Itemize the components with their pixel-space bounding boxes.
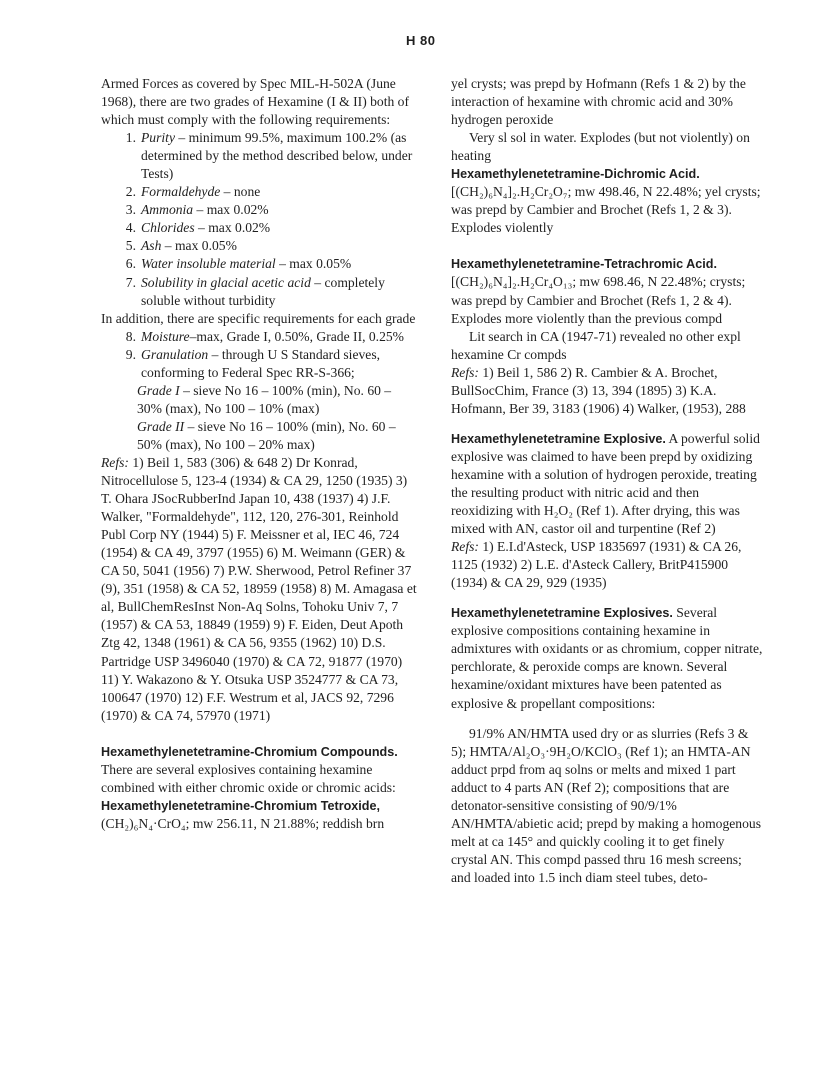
continuation-paragraph: yel crysts; was prepd by Hofmann (Refs 1 & 2) by the interaction of hexamine with chromic acid and 30% hydrogen peroxide (451, 76, 746, 128)
list-item: 9. Granulation – through U S Standard sieves, conforming to Federal Spec RR-S-366; (125, 346, 381, 380)
section-heading-explosives: Hexamethylenetetramine Explosives. (451, 606, 673, 621)
tetrachromic-paragraph: [(CH₂)₆N₄]₂.H₂Cr₄O₁₃; mw 698.46, N 22.48%; crysts; was prepd by Cambier and Brochet (Refs 1, 2 & 4). Explodes more violently than the previous compd (451, 274, 746, 326)
list-item: 1. Purity – minimum 99.5%, maximum 100.2% (as determined by the method described below, under Tests) (125, 130, 413, 182)
explosive-paragraph: Hexamethylenetetramine Explosive. A powerful solid explosive was claimed to have been prepd by oxidizing hexamine with a solution of hydrogen peroxide, treating the resulting product with nitric acid and then reoxidizing with H₂O₂ (Ref 1). After drying, this was mixed with AN, castor oil and turpentine (Ref 2) (451, 430, 760, 537)
grade-intro: In addition, there are specific requirements for each grade (101, 310, 416, 326)
references-1: Refs: 1) Beil 1, 583 (306) & 648 2) Dr Konrad, Nitrocellulose 5, 123-4 (1934) & CA 29, 1250 (1935) 3) T. Ohara JSocRubberInd Japan 10, 438 (1937) 4) J.F. Walker, "Formaldehyde", 112, 120, 276-301, Reinhold Publ Corp NY (1944) 5) F. Meissner et al, IEC 46, 724 (1954) & CA 49, 3797 (1955) 6) M. Weimann (GER) & CA 50, 5041 (1956) 7) P.W. Sherwood, Petrol Refiner 37 (9), 351 (1958) & CA 52, 18959 (1958) 8) M. Amagasa et al, BullChemResInst Non-Aq Solns, Tohoku Univ 7, 7 (1957) & CA 53, 18849 (1959) 9) F. Eiden, Deut Apoth Ztg 42, 1348 (1961) & CA 56, 9355 (1962) 10) D.S. Partridge USP 3496040 (1970) & CA 72, 91877 (1970) 11) Y. Wakazono & Y. Otsuka USP 3524777 & CA 73, 100647 (1970) 12) F.F. Westrum et al, JACS 92, 7296 (1970) & CA 74, 57970 (1971) (101, 454, 417, 723)
section-heading-tetrachromic-acid: Hexamethylenetetramine-Tetrachromic Acid. (451, 257, 717, 272)
list-item: 4. Chlorides – max 0.02% (125, 220, 271, 236)
page-number: H 80 (406, 33, 436, 48)
intro-paragraph: Armed Forces as covered by Spec MIL-H-502A (June 1968), there are two grades of Hexamine (I & II) both of which must comply with the following requirements: (101, 76, 410, 128)
grade-2-spec: Grade II – sieve No 16 – 100% (min), No. 60 – 50% (max), No 100 – 20% max) (137, 418, 396, 452)
list-item: 2. Formaldehyde – none (125, 184, 261, 200)
grade-1-spec: Grade I – sieve No 16 – 100% (min), No. 60 – 30% (max), No 100 – 10% (max) (137, 382, 392, 416)
grade-requirements-list (101, 328, 419, 382)
tetroxide-paragraph: (CH₂)₆N₄·CrO₄; mw 256.11, N 21.88%; reddish brn (101, 815, 385, 831)
compositions-paragraph: 91/9% AN/HMTA used dry or as slurries (Refs 3 & 5); HMTA/Al₂O₃·9H₂O/KClO₃ (Ref 1); an HMTA-AN adduct prpd from aq solns or melts and mixed 1 part adduct to 4 parts AN (Ref 2); compositions that are detonator-sensitive consisting of 90/9/1% AN/HMTA/abietic acid; prepd by making a homogenous melt at ca 145° and quickly cooling it to get finely crystal AN. This compd passed thru 16 mesh screens; and loaded into 1.5 inch diam steel tubes, deto- (451, 725, 761, 885)
section-heading-chromium-compounds: Hexamethylenetetramine-Chromium Compounds. (101, 744, 398, 759)
list-item: 3. Ammonia – max 0.02% (125, 202, 269, 218)
section-heading-chromium-tetroxide: Hexamethylenetetramine-Chromium Tetroxide, (101, 798, 380, 813)
requirements-list (101, 129, 419, 309)
explosives-paragraph: Hexamethylenetetramine Explosives. Several explosive compositions containing hexamine in admixtures with oxidants or as chromium, copper nitrate, perchlorate, & peroxide comps are known. Several hexamine/oxidant mixtures have been patented as explosive & propellant compositions: (451, 605, 763, 711)
right-column (451, 75, 763, 887)
references-3: Refs: 1) E.I.d'Asteck, USP 1835697 (1931) & CA 26, 1125 (1932) 2) L.E. d'Asteck Callery, BritP415900 (1934) & CA 29, 929 (1935) (451, 539, 742, 591)
section-heading-explosive: Hexamethylenetetramine Explosive. (451, 431, 666, 446)
list-item: 8. Moisture–max, Grade I, 0.50%, Grade II, 0.25% (125, 328, 405, 344)
references-2: Refs: 1) Beil 1, 586 2) R. Cambier & A. Brochet, BullSocChim, France (3) 13, 394 (1895) 3) K.A. Hofmann, Ber 39, 3183 (1906) 4) Walker, (1953), 288 (451, 364, 746, 416)
list-item: 6. Water insoluble material – max 0.05% (125, 256, 352, 272)
list-item: 5. Ash – max 0.05% (125, 238, 237, 254)
solubility-paragraph: Very sl sol in water. Explodes (but not violently) on heating (451, 130, 750, 164)
chromium-paragraph: There are several explosives containing hexamine combined with either chromic oxide or chromic acids: (101, 761, 396, 795)
left-column (101, 75, 419, 833)
list-item: 7. Solubility in glacial acetic acid – completely soluble without turbidity (125, 274, 385, 308)
dichromic-paragraph: [(CH₂)₆N₄]₂.H₂Cr₂O₇; mw 498.46, N 22.48%; yel crysts; was prepd by Cambier and Brochet (Refs 1, 2 & 3). Explodes violently (451, 184, 761, 236)
section-heading-dichromic-acid: Hexamethylenetetramine-Dichromic Acid. (451, 167, 700, 182)
lit-search-paragraph: Lit search in CA (1947-71) revealed no other expl hexamine Cr compds (451, 328, 741, 362)
